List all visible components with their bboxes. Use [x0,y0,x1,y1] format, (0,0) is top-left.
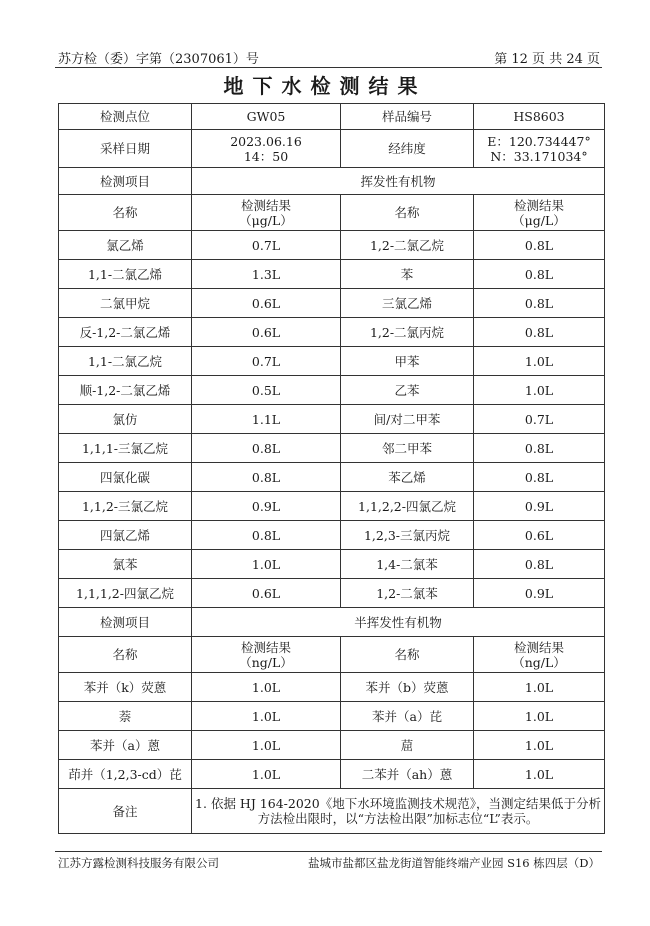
compound-name-left: 四氯乙烯 [59,521,192,550]
compound-name-right: 乙苯 [341,376,474,405]
result-value-right: 0.7L [474,405,605,434]
result-value-right: 1.0L [474,731,605,760]
result-value-left: 0.7L [192,347,341,376]
compound-name-left: 1,1,2-三氯乙烷 [59,492,192,521]
svoc-category: 半挥发性有机物 [192,608,605,637]
voc-name-header-left: 名称 [59,195,192,231]
result-value-left: 1.1L [192,405,341,434]
result-value-left: 0.8L [192,463,341,492]
table-row [59,673,605,702]
result-value-right: 0.8L [474,318,605,347]
compound-name-right: 1,2,3-三氯丙烷 [341,521,474,550]
table-row [59,434,605,463]
result-value-left: 0.6L [192,579,341,608]
info-row-date [59,130,605,168]
result-value-left: 1.0L [192,702,341,731]
table-row [59,731,605,760]
info-row-point [59,104,605,130]
svoc-result-header-left: 检测结果 （ng/L） [192,637,341,673]
compound-name-left: 氯苯 [59,550,192,579]
compound-name-right: 1,1,2,2-四氯乙烷 [341,492,474,521]
result-value-left: 0.6L [192,289,341,318]
voc-category: 挥发性有机物 [192,168,605,195]
table-row [59,760,605,789]
compound-name-left: 1,1,1,2-四氯乙烷 [59,579,192,608]
result-value-left: 0.5L [192,376,341,405]
result-value-right: 1.0L [474,760,605,789]
table-row [59,376,605,405]
remarks-label: 备注 [59,789,192,834]
table-row [59,318,605,347]
table-row [59,492,605,521]
table-row [59,231,605,260]
voc-name-header-right: 名称 [341,195,474,231]
compound-name-left: 二氯甲烷 [59,289,192,318]
table-row [59,289,605,318]
result-value-left: 1.0L [192,673,341,702]
result-value-right: 1.0L [474,376,605,405]
svoc-rows [59,673,605,789]
coord-label: 经纬度 [341,130,474,168]
result-value-right: 0.8L [474,260,605,289]
date-value [192,130,341,168]
compound-name-left: 顺-1,2-二氯乙烯 [59,376,192,405]
compound-name-left: 氯乙烯 [59,231,192,260]
compound-name-right: 苯乙烯 [341,463,474,492]
result-value-left: 0.8L [192,521,341,550]
result-value-right: 0.8L [474,463,605,492]
result-value-left: 1.0L [192,550,341,579]
compound-name-right: 三氯乙烯 [341,289,474,318]
compound-name-left: 萘 [59,702,192,731]
result-value-right: 0.9L [474,492,605,521]
result-value-left: 0.6L [192,318,341,347]
table-row [59,463,605,492]
voc-result-header-right: 检测结果 （μg/L） [474,195,605,231]
coord-n: N：33.171034° [490,148,588,164]
voc-result-header-left: 检测结果 （μg/L） [192,195,341,231]
sample-value: HS8603 [474,104,605,130]
result-value-left: 1.0L [192,760,341,789]
document-number: 苏方检（委）字第（2307061）号 [58,52,259,67]
compound-name-right: 苯并（b）荧蒽 [341,673,474,702]
compound-name-right: 1,2-二氯丙烷 [341,318,474,347]
date-label: 采样日期 [59,130,192,168]
compound-name-left: 茚并（1,2,3-cd）芘 [59,760,192,789]
svoc-name-header-left: 名称 [59,637,192,673]
compound-name-right: 苯 [341,260,474,289]
compound-name-right: 邻二甲苯 [341,434,474,463]
svoc-name-header-right: 名称 [341,637,474,673]
results-table [58,103,605,834]
compound-name-left: 1,1-二氯乙烷 [59,347,192,376]
result-value-right: 1.0L [474,673,605,702]
result-value-right: 0.6L [474,521,605,550]
voc-header-row [59,168,605,195]
compound-name-left: 氯仿 [59,405,192,434]
svoc-header-row [59,608,605,637]
point-label: 检测点位 [59,104,192,130]
compound-name-right: 1,2-二氯苯 [341,579,474,608]
table-row [59,521,605,550]
voc-column-headers [59,195,605,231]
table-row [59,550,605,579]
header-divider [55,67,602,68]
svoc-column-headers [59,637,605,673]
compound-name-left: 1,1,1-三氯乙烷 [59,434,192,463]
svoc-result-header-right: 检测结果 （ng/L） [474,637,605,673]
table-row [59,347,605,376]
compound-name-right: 1,4-二氯苯 [341,550,474,579]
compound-name-left: 反-1,2-二氯乙烯 [59,318,192,347]
table-row [59,260,605,289]
coord-value [474,130,605,168]
result-value-right: 1.0L [474,702,605,731]
compound-name-right: 二苯并（ah）蒽 [341,760,474,789]
svoc-item-label: 检测项目 [59,608,192,637]
compound-name-right: 䓛 [341,731,474,760]
compound-name-left: 1,1-二氯乙烯 [59,260,192,289]
result-value-right: 0.8L [474,289,605,318]
voc-rows [59,231,605,608]
result-value-right: 0.8L [474,231,605,260]
result-value-left: 0.9L [192,492,341,521]
result-value-right: 0.8L [474,550,605,579]
table-row [59,405,605,434]
date-line-1: 2023.06.16 [230,133,302,149]
result-value-left: 1.3L [192,260,341,289]
table-row [59,702,605,731]
result-value-left: 0.8L [192,434,341,463]
point-value: GW05 [192,104,341,130]
voc-item-label: 检测项目 [59,168,192,195]
remarks-row [59,789,605,834]
remarks-text: 1. 依据 HJ 164-2020《地下水环境监测技术规范》，当测定结果低于分析方法检出限时，以“方法检出限”加标志位“L”表示。 [192,789,605,834]
compound-name-right: 苯并（a）芘 [341,702,474,731]
company-name: 江苏方露检测科技服务有限公司 [58,856,219,870]
table-row [59,579,605,608]
company-address: 盐城市盐都区盐龙街道智能终端产业园 S16 栋四层（D） [307,856,600,870]
result-value-left: 0.7L [192,231,341,260]
coord-e: E：120.734447° [487,133,591,149]
result-value-right: 0.8L [474,434,605,463]
compound-name-left: 苯并（k）荧蒽 [59,673,192,702]
date-line-2: 14：50 [243,148,289,164]
result-value-right: 0.9L [474,579,605,608]
compound-name-left: 四氯化碳 [59,463,192,492]
sample-label: 样品编号 [341,104,474,130]
page-indicator: 第 12 页 共 24 页 [494,52,600,67]
compound-name-right: 1,2-二氯乙烷 [341,231,474,260]
page-title: 地下水检测结果 [223,74,427,98]
compound-name-left: 苯并（a）蒽 [59,731,192,760]
result-value-left: 1.0L [192,731,341,760]
compound-name-right: 甲苯 [341,347,474,376]
result-value-right: 1.0L [474,347,605,376]
compound-name-right: 间/对二甲苯 [341,405,474,434]
footer-divider [55,851,602,852]
